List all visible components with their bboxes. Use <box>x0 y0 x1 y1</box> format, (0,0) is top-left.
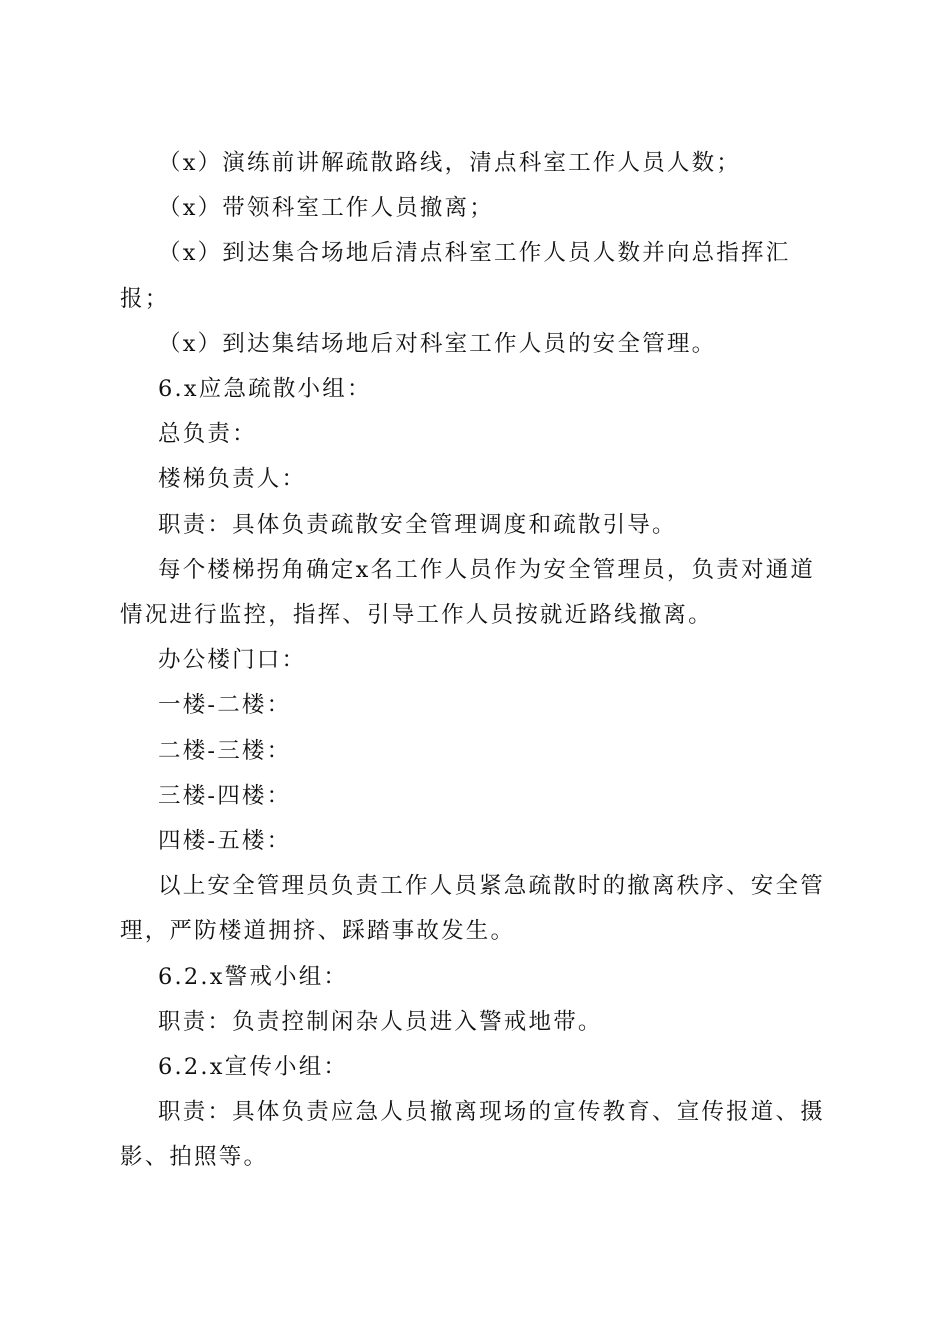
section-heading-publicity-group: 6.2.x宣传小组： <box>158 1054 349 1081</box>
paragraph-duty-3: （x）到达集合场地后清点科室工作人员人数并向总指挥汇报； <box>120 240 791 312</box>
section-heading-evacuation-group: 6.x应急疏散小组： <box>158 376 372 403</box>
section-heading-cordon-group: 6.2.x警戒小组： <box>158 963 349 990</box>
paragraph-publicity-duty: 职责：具体负责应急人员撤离现场的宣传教育、宣传报道、摄影、拍照等。 <box>120 1099 825 1171</box>
paragraph-safety-managers: 以上安全管理员负责工作人员紧急疏散时的撤离秩序、安全管理，严防楼道拥挤、踩踏事故发生。 <box>120 873 825 945</box>
paragraph-stair-corner-staff: 每个楼梯拐角确定x名工作人员作为安全管理员，负责对通道情况进行监控，指挥、引导工作人员按就近路线撤离。 <box>120 556 816 629</box>
paragraph-cordon-duty: 职责：负责控制闲杂人员进入警戒地带。 <box>158 1008 603 1035</box>
paragraph-floor-3-4: 三楼-四楼： <box>158 782 292 809</box>
paragraph-office-entrance: 办公楼门口： <box>158 647 307 674</box>
paragraph-floor-4-5: 四楼-五楼： <box>158 828 292 855</box>
paragraph-stair-responsible: 楼梯负责人： <box>158 466 307 493</box>
paragraph-floor-2-3: 二楼-三楼： <box>158 737 292 764</box>
paragraph-duty-2: （x）带领科室工作人员撤离； <box>158 195 494 222</box>
paragraph-floor-1-2: 一楼-二楼： <box>158 692 292 719</box>
paragraph-duty-4: （x）到达集结场地后对科室工作人员的安全管理。 <box>158 330 717 357</box>
paragraph-evacuation-duty: 职责：具体负责疏散安全管理调度和疏散引导。 <box>158 511 677 538</box>
paragraph-duty-1: （x）演练前讲解疏散路线，清点科室工作人员人数； <box>158 150 741 176</box>
document-body <box>120 141 830 1181</box>
paragraph-overall-responsible: 总负责： <box>158 421 257 448</box>
